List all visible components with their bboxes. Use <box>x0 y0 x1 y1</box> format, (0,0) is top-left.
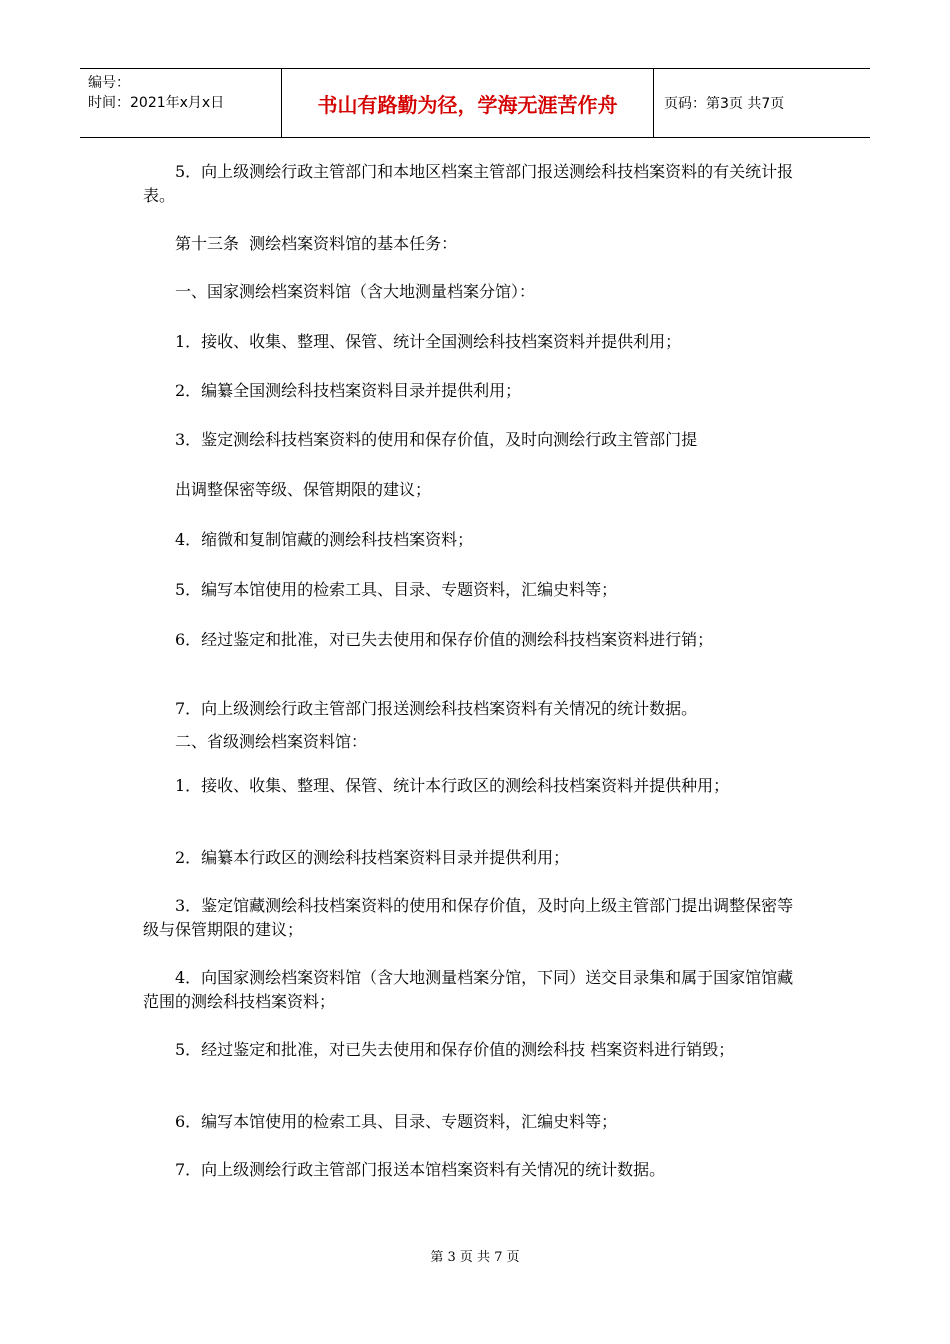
list-item: 3．鉴定测绘科技档案资料的使用和保存价值，及时向测绘行政主管部门提 <box>175 430 698 449</box>
list-item: 2．编纂本行政区的测绘科技档案资料目录并提供利用； <box>175 848 570 867</box>
section-heading: 一、国家测绘档案资料馆（含大地测量档案分馆）： <box>175 282 536 301</box>
list-item: 2．编纂全国测绘科技档案资料目录并提供利用； <box>175 381 522 400</box>
list-item: 1．接收、收集、整理、保管、统计全国测绘科技档案资料并提供利用； <box>175 332 682 351</box>
header-page-info: 页码：第3页 共7页 <box>664 96 785 112</box>
list-item-continuation: 出调整保密等级、保管期限的建议； <box>175 480 432 499</box>
time-label: 时间：2021年x月x日 <box>88 95 225 111</box>
list-item: 4．向国家测绘档案资料馆（含大地测量档案分馆，下同）送交目录集和属于国家馆馆藏范围的测绘科技档案资料； <box>143 968 794 1011</box>
list-item: 4．缩微和复制馆藏的测绘科技档案资料； <box>175 530 474 549</box>
section-heading: 二、省级测绘档案资料馆： <box>175 732 368 751</box>
article-heading: 第十三条 测绘档案资料馆的基本任务： <box>175 234 458 253</box>
list-item: 3．鉴定馆藏测绘科技档案资料的使用和保存价值，及时向上级主管部门提出调整保密等级与保管期限的建议； <box>143 896 794 939</box>
page-header <box>80 68 870 138</box>
list-item: 6．编写本馆使用的检索工具、目录、专题资料，汇编史料等； <box>175 1112 618 1131</box>
list-item: 6．经过鉴定和批准，对已失去使用和保存价值的测绘科技档案资料进行销； <box>175 630 714 649</box>
list-item: 5．经过鉴定和批准，对已失去使用和保存价值的测绘科技 档案资料进行销毁； <box>175 1040 735 1059</box>
list-item: 7．向上级测绘行政主管部门报送测绘科技档案资料有关情况的统计数据。 <box>175 699 698 718</box>
header-motto: 书山有路勤为径，学海无涯苦作舟 <box>282 69 654 137</box>
number-label: 编号： <box>88 75 130 91</box>
list-item: 5．编写本馆使用的检索工具、目录、专题资料，汇编史料等； <box>175 580 618 599</box>
page-footer: 第 3 页 共 7 页 <box>430 1250 520 1265</box>
header-meta <box>80 69 282 137</box>
paragraph: 5．向上级测绘行政主管部门和本地区档案主管部门报送测绘科技档案资料的有关统计报表。 <box>143 162 794 205</box>
list-item: 1．接收、收集、整理、保管、统计本行政区的测绘科技档案资料并提供种用； <box>175 776 730 795</box>
list-item: 7．向上级测绘行政主管部门报送本馆档案资料有关情况的统计数据。 <box>175 1160 666 1179</box>
